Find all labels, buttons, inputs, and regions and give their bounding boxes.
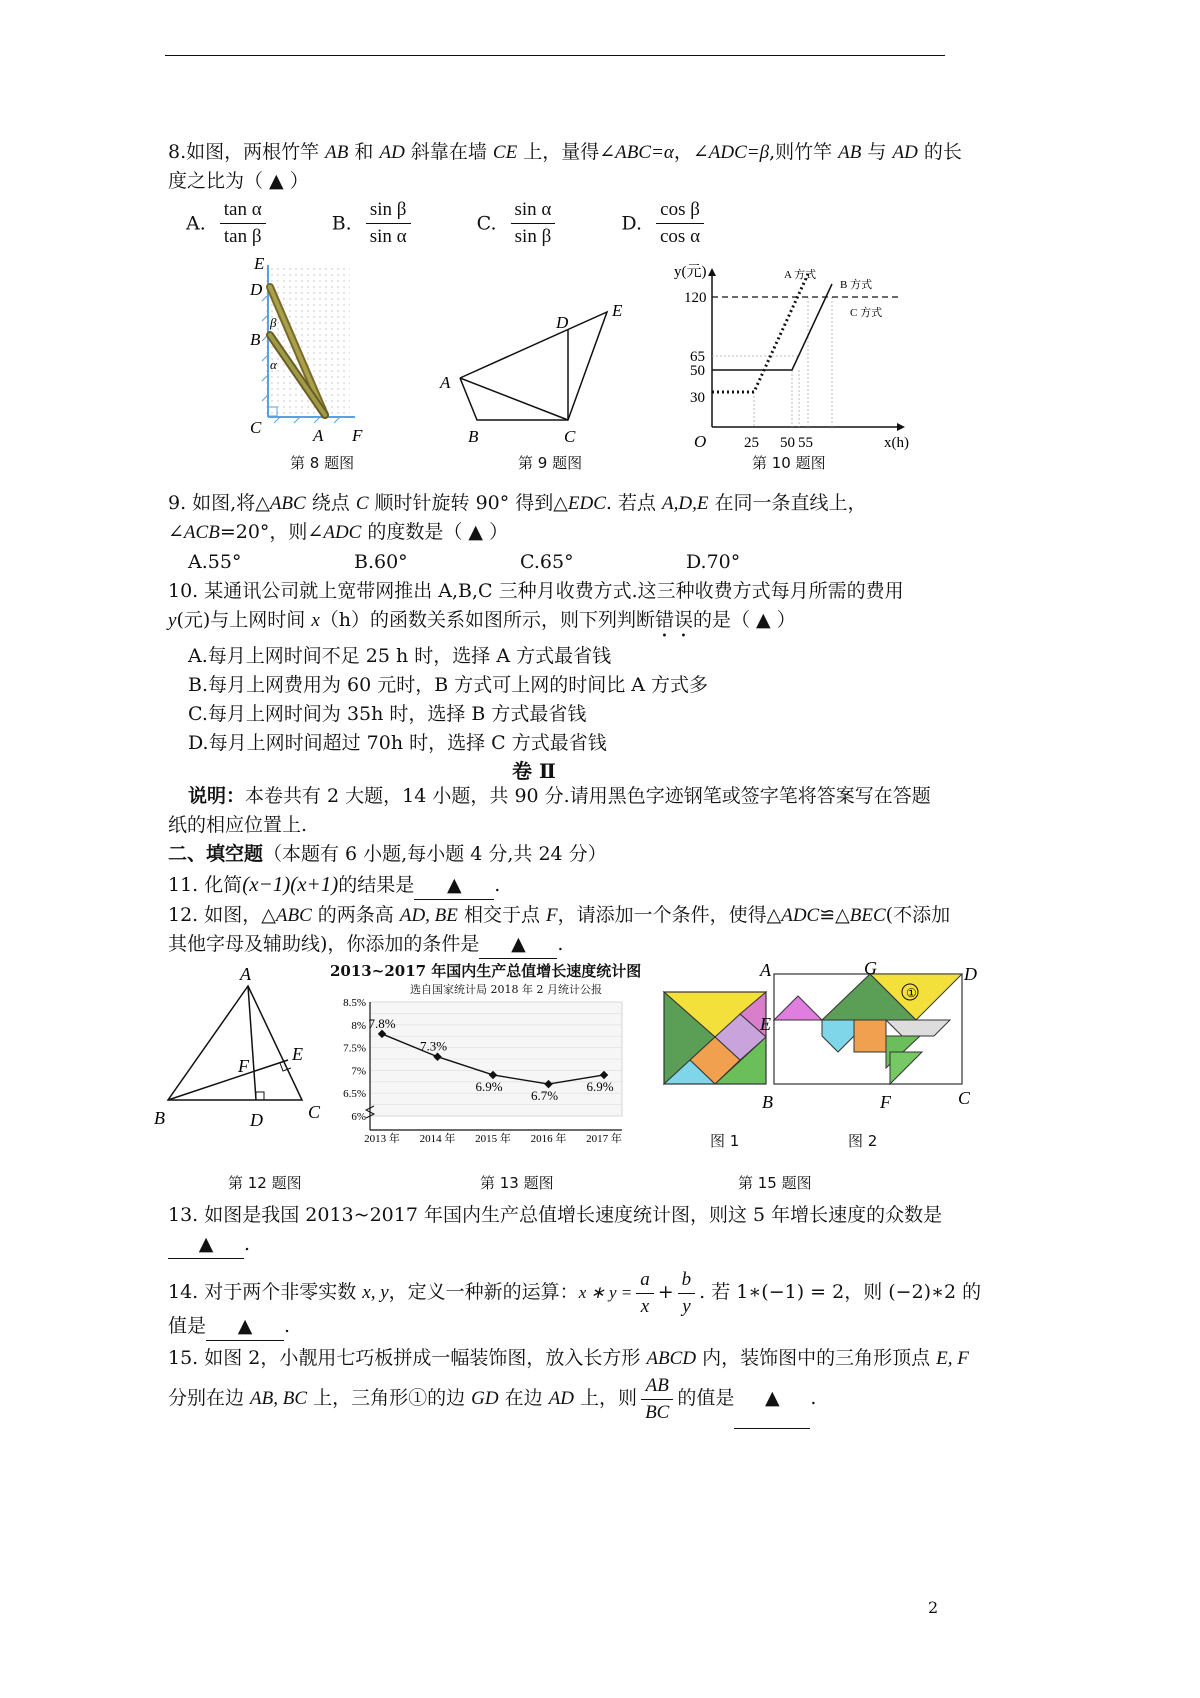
q9-figure: [432, 296, 632, 451]
q13-chart: [330, 992, 630, 1144]
q15-line2a-seg-2: 上，三角形①的边: [307, 1387, 472, 1409]
q9-line1-seg-2: 绕点: [305, 492, 356, 514]
q9-stem-line2: [168, 518, 508, 547]
q8-label-E: E: [254, 255, 265, 273]
q15-caption: 第 15 题图: [738, 1174, 812, 1192]
q15-label-D: D: [964, 964, 977, 984]
q8-label-D: D: [250, 280, 263, 299]
q9-line1-seg-4: 顺时针旋转 90° 得到△: [368, 492, 568, 514]
chart-data-label: 6.7%: [530, 1088, 559, 1104]
q9-line1-seg-0: 9. 如图,将△: [168, 492, 270, 514]
q14-frac1-den: x: [640, 1295, 650, 1317]
part2-title: 卷 Ⅱ: [512, 759, 556, 783]
chart-ytick-label: 8%: [351, 1019, 366, 1032]
q11-prefix: 11. 化简: [168, 874, 243, 896]
q8-option-den: sin α: [369, 226, 407, 247]
q8-option-label: D.: [621, 212, 642, 235]
q12-line1-seg-7: ADC: [781, 905, 820, 926]
q8-line1-seg-11: AB: [838, 142, 862, 163]
q15-fig2-caption: 图 2: [848, 1132, 878, 1150]
q12-label-B: B: [154, 1108, 165, 1128]
q15-label-B: B: [762, 1092, 773, 1112]
q10-series-B: B 方式: [840, 279, 873, 291]
part2-note-text: 本卷共有 2 大题，14 小题，共 90 分.请用黑色字迹钢笔或签字笔将答案写在答题: [245, 785, 931, 807]
q8-option-label: B.: [331, 212, 352, 235]
q12-line1-seg-6: ，请添加一个条件，使得△: [557, 904, 782, 926]
q10-xlabel: x(h): [884, 435, 909, 451]
q8-option-fraction: [220, 197, 266, 250]
q8-line1-seg-12: 与: [861, 141, 893, 163]
q11-answer-blank[interactable]: ▲: [414, 871, 494, 900]
q15-line1-seg-2: 内，装饰图中的三角形顶点: [696, 1347, 937, 1369]
q15-line2-text: [168, 1387, 637, 1409]
q8-option-a: [186, 197, 270, 250]
q14-cond: . 若 1∗(−1) = 2，则 (−2)∗2 的: [699, 1281, 982, 1303]
chart-xtick-label: 2015 年: [475, 1133, 511, 1144]
q10-origin: O: [694, 432, 707, 451]
q10-xtick-25: 25: [744, 435, 759, 451]
q15-line2a-seg-3: GD: [471, 1388, 499, 1409]
q8-caption: 第 8 题图: [290, 454, 355, 472]
q8-line1-seg-6: 上，量得∠: [517, 141, 616, 163]
part2-note-label: 说明：: [188, 785, 246, 807]
q8-line1-seg-13: AD: [892, 142, 918, 163]
q9-line1-seg-3: C: [355, 493, 369, 514]
q12-line1-seg-4: 相交于点: [457, 904, 546, 926]
q15-label-F: F: [880, 1092, 891, 1112]
q8-option-num: tan α: [220, 197, 266, 224]
q8-option-num: sin α: [511, 197, 556, 224]
q10-option-a: A.每月上网时间不足 25 h 时，选择 A 方式最省钱: [188, 645, 612, 667]
q8-figure: [240, 255, 380, 445]
q8-line1-seg-3: AD: [379, 142, 405, 163]
q8-stem-line2: 度之比为（ ▲ ）: [168, 170, 309, 192]
q9-line1-seg-5: EDC: [567, 493, 606, 514]
q15-line1-seg-3: E, F: [936, 1348, 969, 1369]
q12-line1-seg-5: F: [546, 905, 558, 926]
q14-mid: ，定义一种新的运算：: [388, 1281, 579, 1303]
q10-ytick-65: 65: [690, 349, 705, 365]
q14-vars: x, y: [362, 1282, 389, 1303]
chart-xtick-label: 2013 年: [364, 1133, 400, 1144]
q8-option-num: sin β: [366, 197, 411, 224]
q12-stem-line1: [168, 901, 950, 930]
q12-line1-seg-8: ≌△: [819, 904, 850, 926]
q9-option-a: A.55°: [188, 551, 242, 573]
q10-caption: 第 10 题图: [752, 454, 826, 472]
q15-line2a-seg-4: 在边: [498, 1387, 549, 1409]
q9-caption: 第 9 题图: [518, 454, 583, 472]
q15-label-C: C: [958, 1088, 971, 1108]
q9-stem-line1: [168, 489, 867, 518]
q8-label-B: B: [250, 330, 261, 349]
q15-end: .: [810, 1387, 817, 1409]
q8-option-den: cos α: [660, 226, 701, 247]
q10-series-C: C 方式: [850, 307, 883, 319]
q10-option-d: D.每月上网时间超过 70h 时，选择 C 方式最省钱: [188, 732, 607, 754]
q15-line2a-seg-5: AD: [548, 1388, 575, 1409]
q12-line1-seg-0: 12. 如图，△: [168, 904, 276, 926]
q15-line2b: 的值是: [677, 1387, 735, 1409]
q12-label-D: D: [250, 1110, 263, 1130]
q12-line2-text: 其他字母及辅助线)，你添加的条件是: [168, 933, 480, 955]
q11: [168, 870, 500, 900]
q15-stem-line2: [168, 1368, 816, 1429]
chart-data-label: 7.8%: [368, 1015, 396, 1031]
q13-chart-subtitle: 选自国家统计局 2018 年 2 月统计公报: [410, 983, 602, 996]
q9-line1-seg-8: 在同一条直线上，: [708, 492, 867, 514]
q8-label-F: F: [352, 426, 363, 445]
q10-xtick-50: 50: [780, 435, 795, 451]
chart-xtick-label: 2014 年: [419, 1133, 456, 1144]
q12-line1-seg-1: ABC: [275, 905, 312, 926]
chart-xtick-label: 2016 年: [530, 1133, 567, 1144]
chart-ytick-label: 7.5%: [343, 1042, 366, 1055]
q12-end: .: [557, 933, 564, 955]
q8-options: [186, 197, 708, 250]
q8-line1-seg-0: 8.如图，两根竹竿: [168, 141, 326, 163]
q13-chart-title: 2013~2017 年国内生产总值增长速度统计图: [330, 962, 642, 980]
q10-option-c: C.每月上网时间为 35h 时，选择 B 方式最省钱: [188, 703, 587, 725]
chart-data-label: 7.3%: [419, 1038, 448, 1054]
q15-frac-num: AB: [641, 1373, 673, 1400]
q14-frac1: [636, 1267, 654, 1320]
q12-line1-seg-3: AD, BE: [399, 905, 458, 926]
q10-graph: [672, 262, 922, 452]
q12-label-A: A: [240, 964, 251, 984]
q10-xtick-55: 55: [798, 435, 813, 451]
q8-option-label: C.: [476, 212, 497, 235]
q15-line2a-seg-0: 分别在边: [168, 1387, 251, 1409]
q12-label-C: C: [308, 1102, 321, 1122]
q15-line2a-seg-6: 上，则: [574, 1387, 638, 1409]
q10-option-b: B.每月上网费用为 60 元时，B 方式可上网的时间比 A 方式多: [188, 674, 709, 696]
chart-ytick-label: 7%: [351, 1065, 366, 1078]
q8-option-den: sin β: [514, 226, 552, 247]
q10-series-A: A 方式: [784, 269, 817, 281]
q8-label-A: A: [313, 426, 324, 445]
chart-xtick-label: 2017 年: [586, 1133, 622, 1144]
q15-label-E: E: [760, 1014, 771, 1034]
chart-ytick-label: 6%: [351, 1111, 366, 1123]
q9-label-A: A: [440, 373, 451, 392]
q12-answer-blank[interactable]: ▲: [479, 930, 557, 959]
q9-line2-seg-2: =20°，则∠: [219, 521, 324, 543]
part2-note-line1: [188, 782, 931, 810]
q9-option-c: C.65°: [520, 551, 574, 573]
q8-option-c: [477, 197, 560, 250]
q9-label-E: E: [612, 301, 623, 320]
q10-stem-line1: 10. 某通讯公司就上宽带网推出 A,B,C 三种月收费方式.这三种收费方式每月所需的费用: [168, 580, 904, 602]
q15-label-G: G: [864, 958, 877, 978]
q12-label-E: E: [292, 1044, 303, 1064]
q8-label-C: C: [250, 418, 262, 437]
q13-stem-line1: 13. 如图是我国 2013~2017 年国内生产总值增长速度统计图，则这 5 年增长速度的众数是: [168, 1204, 943, 1226]
q14-frac2-num: b: [678, 1267, 696, 1294]
q8-option-den: tan β: [223, 226, 262, 247]
q15-line1-seg-1: ABCD: [646, 1348, 697, 1369]
q14-frac2-den: y: [682, 1295, 691, 1317]
q15-label-A: A: [760, 960, 771, 980]
q13-stem-line2: [168, 1230, 250, 1259]
q15-label-one: ①: [906, 986, 917, 1000]
q9-line1-seg-6: . 若点: [605, 492, 663, 514]
q8-line1-seg-10: ,则竹竿: [769, 141, 839, 163]
q15-fig1-caption: 图 1: [710, 1132, 740, 1150]
q12-line1-seg-2: 的两条高: [311, 904, 400, 926]
q9-label-C: C: [564, 427, 576, 446]
q9-option-d: D.70°: [686, 551, 741, 573]
q14-end: .: [284, 1315, 291, 1337]
q10-ytick-30: 30: [690, 390, 705, 406]
q9-line2-seg-4: 的度数是（ ▲ ）: [361, 521, 509, 543]
q12-stem-line2: [168, 930, 563, 959]
q8-line1-seg-8: ，∠: [673, 141, 709, 163]
q14-stem-line2: [168, 1312, 290, 1341]
section-heading-bold: 二、填空题: [168, 843, 264, 865]
q9-option-b: B.60°: [354, 551, 408, 573]
q9-line2-seg-0: ∠: [168, 521, 184, 543]
q10-line2-seg-5: 的是（ ▲ ）: [693, 609, 796, 631]
q11-end: .: [494, 874, 501, 896]
q9-line1-seg-1: ABC: [269, 493, 306, 514]
q8-option-b: [332, 197, 415, 250]
q8-label-alpha: α: [270, 357, 277, 372]
q10-line2-seg-3: （h）的函数关系如图所示，则下列判断: [319, 609, 655, 631]
q14-prefix: 14. 对于两个非零实数: [168, 1281, 363, 1303]
q11-expr: (x−1)(x+1): [242, 872, 339, 896]
chart-data-label: 6.9%: [586, 1078, 614, 1094]
q8-stem-line1: [168, 138, 962, 167]
section-heading-rest: （本题有 6 小题,每小题 4 分,共 24 分）: [263, 843, 607, 865]
q14-line2-text: 值是: [168, 1315, 207, 1337]
q12-caption: 第 12 题图: [228, 1174, 302, 1192]
q12-label-F: F: [238, 1056, 249, 1076]
q8-line1-seg-7: ABC=α: [615, 142, 674, 163]
q14-frac1-num: a: [636, 1267, 654, 1294]
q8-line1-seg-9: ADC=β: [708, 142, 770, 163]
q14-op: x ∗ y =: [578, 1283, 633, 1302]
q9-label-B: B: [468, 427, 479, 446]
q12-figure: [150, 962, 330, 1134]
q8-label-beta: β: [270, 315, 277, 330]
q9-line2-seg-3: ADC: [323, 522, 362, 543]
q15-frac: [641, 1373, 673, 1426]
chart-data-label: 6.9%: [475, 1078, 503, 1094]
q10-ylabel: y(元): [674, 264, 707, 280]
q8-line1-seg-2: 和: [348, 141, 380, 163]
q13-caption: 第 13 题图: [480, 1174, 554, 1192]
q8-line1-seg-5: CE: [492, 142, 518, 163]
q14-answer-blank[interactable]: ▲: [206, 1312, 284, 1341]
q15-frac-den: BC: [645, 1401, 670, 1423]
q8-option-fraction: [511, 197, 556, 250]
q15-line1-seg-0: 15. 如图 2，小靓用七巧板拼成一幅装饰图，放入长方形: [168, 1347, 647, 1369]
q10-stem-line2: [168, 606, 796, 642]
q14-plus: +: [657, 1281, 674, 1303]
q10-ytick-50: 50: [690, 363, 705, 379]
q15-line2a-seg-1: AB, BC: [250, 1388, 308, 1409]
q9-options: [188, 548, 852, 576]
q15-answer-blank[interactable]: ▲: [734, 1368, 810, 1429]
q13-answer-blank[interactable]: ▲: [168, 1230, 244, 1259]
q8-line1-seg-14: 的长: [917, 141, 962, 163]
q12-line1-seg-9: BEC: [849, 905, 886, 926]
q11-suffix: 的结果是: [338, 874, 415, 896]
q8-line1-seg-4: 斜靠在墙: [404, 141, 493, 163]
q9-line2-seg-1: ACB: [183, 522, 220, 543]
q10-ytick-120: 120: [684, 290, 707, 306]
header-rule: [165, 55, 945, 56]
chart-ytick-label: 6.5%: [343, 1088, 366, 1101]
q10-line2-seg-0: y: [168, 610, 177, 631]
q8-option-d: [621, 197, 708, 250]
q15-figure-2: [750, 956, 1000, 1116]
section-heading: [168, 840, 607, 868]
q8-option-num: cos β: [656, 197, 704, 224]
q8-option-fraction: [366, 197, 411, 250]
q9-label-D: D: [556, 313, 569, 332]
q10-line2-seg-1: (元)与上网时间: [176, 609, 312, 631]
q10-line2-seg-4: 错误: [655, 609, 694, 631]
q8-option-label: A.: [186, 212, 206, 235]
q9-line1-seg-7: A,D,E: [662, 493, 709, 514]
q13-end: .: [244, 1233, 251, 1255]
chart-ytick-label: 8.5%: [343, 997, 366, 1009]
q10-line2-seg-2: x: [311, 610, 320, 631]
part2-note-line2: 纸的相应位置上.: [168, 814, 308, 836]
q8-option-fraction: [656, 197, 704, 250]
q8-line1-seg-1: AB: [325, 142, 349, 163]
q14-frac2: [678, 1267, 696, 1320]
q12-line1-seg-10: (不添加: [885, 904, 951, 926]
page-number: 2: [928, 1598, 939, 1617]
